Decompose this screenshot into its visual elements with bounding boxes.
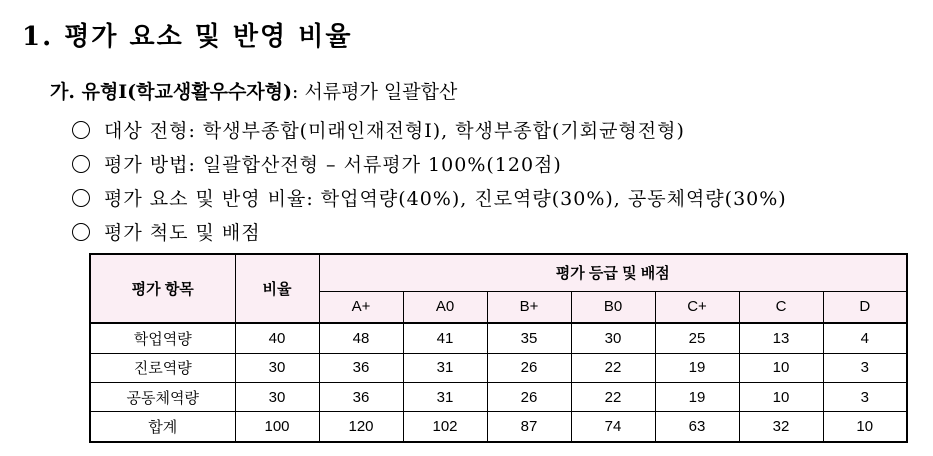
section-title: 1. 평가 요소 및 반영 비율	[22, 22, 353, 52]
row-name: 합계	[90, 412, 235, 442]
table-header-row	[90, 254, 907, 291]
row-name: 진로역량	[90, 353, 235, 382]
list-item	[72, 184, 787, 211]
row-ratio: 30	[235, 353, 319, 382]
score-cell: 3	[823, 382, 907, 411]
score-cell: 10	[739, 353, 823, 382]
score-cell: 10	[739, 382, 823, 411]
grade-header: C+	[655, 291, 739, 323]
score-cell: 32	[739, 412, 823, 442]
list-item	[72, 218, 261, 245]
header-ratio: 비율	[235, 254, 319, 323]
row-ratio: 40	[235, 323, 319, 353]
score-cell: 63	[655, 412, 739, 442]
grade-header: A0	[403, 291, 487, 323]
row-name: 공동체역량	[90, 382, 235, 411]
score-cell: 22	[571, 353, 655, 382]
score-cell: 74	[571, 412, 655, 442]
grade-header: C	[739, 291, 823, 323]
score-cell: 31	[403, 353, 487, 382]
score-cell: 36	[319, 353, 403, 382]
table-row	[90, 353, 907, 382]
header-item: 평가 항목	[90, 254, 235, 323]
list-item-text: 평가 방법: 일괄합산전형 – 서류평가 100%(120점)	[104, 154, 562, 176]
grade-header: B+	[487, 291, 571, 323]
score-cell: 10	[823, 412, 907, 442]
score-cell: 19	[655, 382, 739, 411]
score-table	[89, 253, 908, 443]
list-item-text: 대상 전형: 학생부종합(미래인재전형Ⅰ), 학생부종합(기회균형전형)	[104, 120, 685, 142]
row-ratio: 30	[235, 382, 319, 411]
score-cell: 31	[403, 382, 487, 411]
circle-bullet-icon	[72, 155, 90, 173]
grade-header: D	[823, 291, 907, 323]
table-row	[90, 323, 907, 353]
score-cell: 19	[655, 353, 739, 382]
row-ratio: 100	[235, 412, 319, 442]
list-item	[72, 116, 685, 143]
score-cell: 22	[571, 382, 655, 411]
subsection-prefix: 가. 유형Ⅰ(학교생활우수자형)	[50, 81, 292, 103]
table-row	[90, 382, 907, 411]
header-grades-title: 평가 등급 및 배점	[319, 254, 907, 291]
score-cell: 25	[655, 323, 739, 353]
subsection-suffix: : 서류평가 일괄합산	[292, 81, 458, 103]
list-item	[72, 150, 562, 177]
circle-bullet-icon	[72, 223, 90, 241]
score-cell: 35	[487, 323, 571, 353]
subsection-heading	[50, 77, 457, 104]
score-cell: 4	[823, 323, 907, 353]
score-cell: 3	[823, 353, 907, 382]
grade-header: A+	[319, 291, 403, 323]
score-cell: 102	[403, 412, 487, 442]
score-cell: 13	[739, 323, 823, 353]
list-item-text: 평가 요소 및 반영 비율: 학업역량(40%), 진로역량(30%), 공동체역량(30%)	[104, 188, 787, 210]
grade-header: B0	[571, 291, 655, 323]
table-row	[90, 412, 907, 442]
circle-bullet-icon	[72, 189, 90, 207]
score-cell: 30	[571, 323, 655, 353]
score-cell: 36	[319, 382, 403, 411]
score-cell: 120	[319, 412, 403, 442]
score-cell: 41	[403, 323, 487, 353]
list-item-text: 평가 척도 및 배점	[104, 222, 261, 244]
score-cell: 87	[487, 412, 571, 442]
score-cell: 26	[487, 353, 571, 382]
circle-bullet-icon	[72, 121, 90, 139]
row-name: 학업역량	[90, 323, 235, 353]
score-cell: 48	[319, 323, 403, 353]
score-cell: 26	[487, 382, 571, 411]
